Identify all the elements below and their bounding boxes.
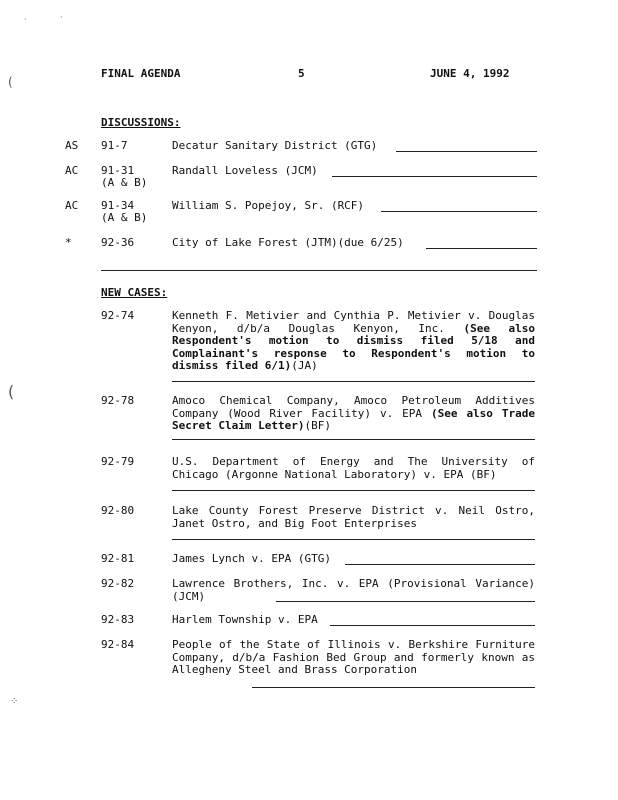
agenda-date: JUNE 4, 1992: [430, 67, 510, 80]
new-case-item: [0, 552, 618, 565]
case-code: AS: [65, 139, 79, 152]
case-title: [172, 310, 535, 373]
case-number: 92-36: [101, 236, 135, 249]
case-number: 91-31: [101, 164, 135, 177]
case-number: 92-78: [101, 394, 135, 407]
case-number: 91-34: [101, 199, 135, 212]
case-initials: (JA): [291, 359, 318, 372]
case-title: Lawrence Brothers, Inc. v. EPA (Provisional Variance)(JCM): [172, 577, 535, 603]
new-case-item: [0, 455, 618, 481]
new-case-item: [0, 504, 618, 530]
signature-line: [426, 248, 537, 249]
case-code: *: [65, 236, 72, 249]
case-number: 92-81: [101, 552, 135, 565]
new-case-item: [0, 309, 618, 372]
scan-mark: ·: [60, 13, 63, 22]
new-case-item: [0, 638, 618, 676]
signature-line: [381, 211, 537, 212]
case-number: 92-82: [101, 577, 135, 590]
case-title: Lake County Forest Preserve District v. Neil Ostro, Janet Ostro, and Big Foot Enterprises: [172, 504, 535, 530]
case-title-text: Kenneth F. Metivier and Cynthia P. Metivier v. Douglas Kenyon, d/b/a Douglas Kenyon, Inc.: [172, 309, 535, 335]
discussion-item: [0, 164, 618, 189]
case-note: (See also Trade Secret Claim Letter): [172, 406, 535, 432]
case-number: 92-83: [101, 613, 135, 626]
case-title: William S. Popejoy, Sr. (RCF): [172, 199, 365, 212]
case-title: Decatur Sanitary District (GTG): [172, 139, 378, 152]
discussion-item: [0, 199, 618, 224]
case-title: Harlem Township v. EPA: [172, 613, 318, 626]
agenda-title: FINAL AGENDA: [101, 67, 181, 80]
case-note: (See also Respondent's motion to dismiss filed 5/18 and Complainant's response to Respondent's motion to dismiss filed 6/1): [172, 321, 536, 372]
case-initials: (BF): [304, 419, 331, 432]
scan-mark: (: [8, 382, 15, 401]
case-sub: (A & B): [101, 211, 148, 224]
signature-line: [172, 381, 535, 382]
signature-line: [252, 687, 535, 688]
scan-mark: ·: [24, 15, 27, 24]
case-number: 91-7: [101, 139, 128, 152]
signature-line: [172, 490, 535, 491]
case-title: Randall Loveless (JCM): [172, 164, 318, 177]
new-case-item: [0, 613, 618, 626]
discussions-heading: DISCUSSIONS:: [101, 116, 181, 129]
case-title: [172, 395, 535, 433]
case-number: 92-79: [101, 455, 135, 468]
new-cases-heading: NEW CASES:: [101, 286, 168, 299]
discussion-item: [0, 236, 618, 249]
scan-mark: (: [8, 75, 13, 89]
case-code: AC: [65, 199, 79, 212]
case-title-text: Amoco Chemical Company, Amoco Petroleum Additives Company (Wood River Facility) v. EPA: [172, 394, 535, 420]
case-number: 92-80: [101, 504, 135, 517]
new-case-item: [0, 394, 618, 432]
signature-line: [172, 439, 535, 440]
section-divider: [101, 270, 537, 271]
discussion-item: [0, 139, 618, 152]
signature-line: [332, 176, 537, 177]
case-code: AC: [65, 164, 79, 177]
case-title: People of the State of Illinois v. Berkshire Furniture Company, d/b/a Fashion Bed Group and formerly known as Allegheny Steel and Brass Corporation: [172, 638, 535, 676]
signature-line: [396, 151, 537, 152]
signature-line: [345, 564, 535, 565]
case-title: U.S. Department of Energy and The University of Chicago (Argonne National Laboratory) v. EPA (BF): [172, 455, 535, 481]
page-number: 5: [298, 67, 305, 80]
case-title: James Lynch v. EPA (GTG): [172, 552, 331, 565]
case-number: 92-74: [101, 309, 135, 322]
case-number: 92-84: [101, 638, 135, 651]
scan-mark: ⁘: [10, 696, 19, 707]
new-case-item: [0, 577, 618, 603]
case-title: City of Lake Forest (JTM)(due 6/25): [172, 236, 404, 249]
signature-line: [172, 539, 535, 540]
signature-line: [330, 625, 535, 626]
signature-line: [276, 601, 535, 602]
case-sub: (A & B): [101, 176, 148, 189]
